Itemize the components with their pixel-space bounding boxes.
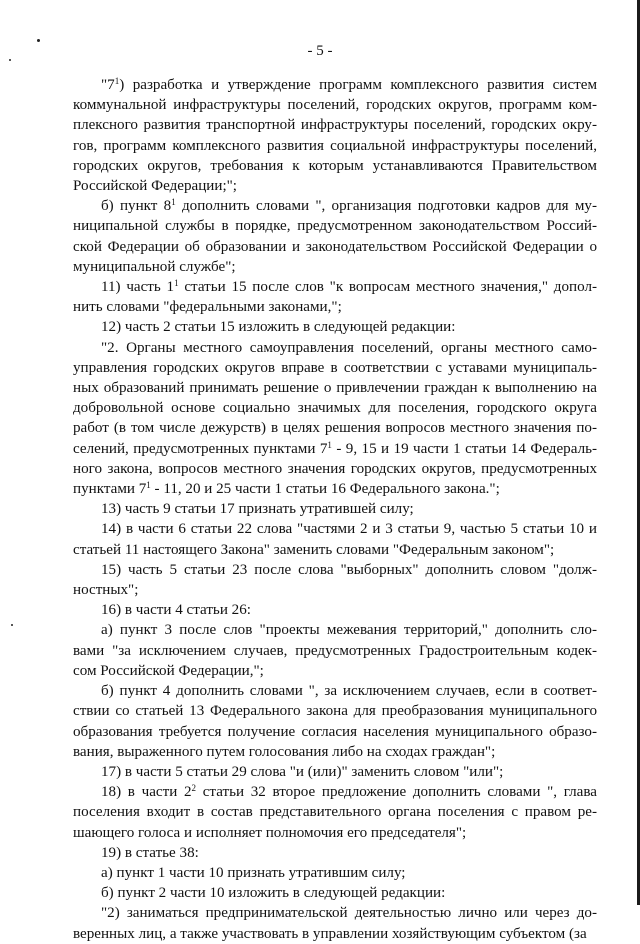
- text-run: образования требуется получение согласия населения муниципального образо-: [73, 723, 597, 740]
- text-run: "2. Органы местного самоуправления поселений, органы местного само-: [101, 339, 597, 356]
- paragraph: [73, 681, 597, 762]
- text-line: [73, 257, 597, 277]
- text-line: [73, 459, 597, 479]
- text-run: гов, программ комплексного развития социальной инфраструктуры поселений,: [73, 137, 597, 154]
- superscript: 1: [171, 197, 176, 208]
- text-line: [73, 136, 597, 156]
- text-run: 12) часть 2 статьи 15 изложить в следующей редакции:: [101, 319, 456, 336]
- text-line: [73, 823, 597, 843]
- text-run: Российской Федерации;";: [73, 178, 237, 195]
- text-line: [73, 924, 597, 944]
- text-run: ных образований принимать решение о привлечении граждан к выполнению на: [73, 380, 597, 397]
- text-line: [73, 115, 597, 135]
- text-run: сом Российской Федерации,";: [73, 662, 264, 679]
- text-run: дополнить словами ", организация подготовки кадров для му-: [175, 198, 598, 215]
- text-line: [73, 600, 597, 620]
- scan-speck: [11, 624, 13, 626]
- text-run: 15) часть 5 статьи 23 после слова "выборных" дополнить словом "долж-: [101, 561, 597, 578]
- text-run: 17) в части 5 статьи 29 слова "и (или)" заменить словом "или";: [101, 763, 504, 780]
- page-number: - 5 -: [307, 43, 333, 59]
- text-run: ствии со статьей 13 Федерального закона для преобразования муниципального: [73, 703, 597, 720]
- text-run: ) разработка и утверждение программ комплексного развития систем: [119, 77, 597, 93]
- paragraph: [73, 883, 597, 903]
- text-run: 18) в части 2: [101, 784, 192, 801]
- text-run: 11) часть 1: [101, 279, 175, 296]
- text-run: коммунальной инфраструктуры поселений, городских округов, программ ком-: [73, 97, 597, 114]
- text-line: [73, 641, 597, 661]
- paragraph: [73, 196, 597, 277]
- text-line: [73, 95, 597, 115]
- text-line: [73, 701, 597, 721]
- text-run: ниципальной службы в порядке, предусмотренном законодательством Россий-: [73, 218, 597, 235]
- text-line: [73, 378, 597, 398]
- superscript: 1: [327, 439, 332, 450]
- text-line: [73, 216, 597, 236]
- text-line: [73, 398, 597, 418]
- paragraph: [73, 75, 597, 196]
- text-run: 16) в части 4 статьи 26:: [101, 602, 251, 619]
- text-run: статьи 15 после слов "к вопросам местного значения," допол-: [178, 279, 597, 296]
- text-line: [73, 903, 597, 923]
- text-line: [73, 479, 597, 499]
- text-line: [73, 843, 597, 863]
- text-line: [73, 338, 597, 358]
- text-line: [73, 297, 597, 317]
- paragraph: [73, 620, 597, 681]
- text-line: [73, 681, 597, 701]
- text-line: [73, 519, 597, 539]
- text-line: [73, 620, 597, 640]
- text-run: ностных";: [73, 582, 139, 599]
- superscript: 1: [146, 480, 151, 491]
- text-run: 19) в статье 38:: [101, 844, 199, 861]
- text-run: а) пункт 3 после слов "проекты межевания территорий," дополнить сло-: [101, 622, 597, 639]
- text-run: поселения входит в состав представительного органа поселения с правом ре-: [73, 804, 597, 821]
- paragraph: [73, 499, 597, 519]
- paragraph: [73, 560, 597, 600]
- paragraph: [73, 782, 597, 843]
- scan-speck: [37, 39, 40, 42]
- paragraph: [73, 762, 597, 782]
- text-run: "2) заниматься предпринимательской деятельностью лично или через до-: [101, 905, 597, 922]
- text-run: плексного развития транспортной инфраструктуры поселений, городских окру-: [73, 117, 597, 134]
- text-run: ской Федерации об образовании и законодательством Российской Федерации о: [73, 238, 597, 255]
- text-line: [73, 156, 597, 176]
- text-run: нить словами "федеральными законами,";: [73, 299, 342, 316]
- text-line: [73, 580, 597, 600]
- text-run: а) пункт 1 части 10 признать утратившим силу;: [101, 864, 406, 881]
- text-line: [73, 560, 597, 580]
- text-run: - 11, 20 и 25 части 1 статьи 16 Федерального закона.";: [150, 481, 500, 498]
- text-run: селений, предусмотренных пунктами 7: [73, 440, 328, 457]
- text-line: [73, 782, 597, 802]
- text-run: 14) в части 6 статьи 22 слова "частями 2 и 3 статьи 9, частью 5 статьи 10 и: [101, 521, 597, 538]
- text-line: [73, 277, 597, 297]
- text-run: добровольной основе социально значимых для поселения, городского округа: [73, 400, 597, 417]
- text-line: [73, 75, 597, 95]
- paragraph: [73, 317, 597, 337]
- text-line: [73, 196, 597, 216]
- text-line: [73, 661, 597, 681]
- text-run: управления городских округов вправе в соответствии с уставами муниципаль-: [73, 359, 597, 376]
- paragraph: [73, 843, 597, 863]
- text-line: [73, 802, 597, 822]
- paragraph: [73, 338, 597, 500]
- superscript: 1: [174, 278, 179, 289]
- paragraph: [73, 903, 597, 943]
- text-run: шающего голоса и исполняет полномочия его председателя";: [73, 824, 467, 841]
- text-run: ного закона, вопросов местного значения городских округов, предусмотренных: [73, 460, 597, 477]
- text-line: [73, 540, 597, 560]
- text-line: [73, 358, 597, 378]
- text-line: [73, 883, 597, 903]
- text-line: [73, 722, 597, 742]
- superscript: 2: [191, 783, 197, 794]
- text-run: "7: [101, 77, 115, 93]
- text-run: б) пункт 4 дополнить словами ", за исключением случаев, если в соответ-: [101, 683, 597, 700]
- text-line: [73, 418, 597, 438]
- text-line: [73, 176, 597, 196]
- text-line: [73, 237, 597, 257]
- text-line: [73, 742, 597, 762]
- text-run: 13) часть 9 статьи 17 признать утратившей силу;: [101, 501, 414, 518]
- text-line: [73, 762, 597, 782]
- text-run: б) пункт 8: [101, 198, 172, 215]
- text-run: вами "за исключением случаев, предусмотренных Градостроительным кодек-: [73, 642, 597, 659]
- text-run: - 9, 15 и 19 части 1 статьи 14 Федераль-: [331, 440, 598, 457]
- text-line: [73, 317, 597, 337]
- text-line: [73, 863, 597, 883]
- text-run: б) пункт 2 части 10 изложить в следующей редакции:: [101, 885, 446, 902]
- paragraph: [73, 863, 597, 883]
- document-body: [73, 75, 597, 944]
- text-line: [73, 499, 597, 519]
- text-run: статьи 32 второе предложение дополнить словами ", глава: [196, 784, 597, 801]
- text-run: статьей 11 настоящего Закона" заменить словами "Федеральным законом";: [73, 541, 555, 558]
- text-run: городских округов, требования к которым устанавливаются Правительством: [73, 157, 597, 174]
- text-run: пунктами 7: [73, 481, 147, 498]
- paragraph: [73, 519, 597, 559]
- superscript: 1: [114, 76, 120, 86]
- text-line: [73, 439, 597, 459]
- text-run: работ (в том числе дежурств) в целях решения вопросов местного значения по-: [73, 420, 597, 437]
- text-run: вания, выраженного путем голосования либо на сходах граждан";: [73, 743, 496, 760]
- text-run: веренных лиц, а также участвовать в управлении хозяйствующим субъектом (за: [73, 925, 587, 942]
- text-run: муниципальной службе";: [73, 258, 236, 275]
- paragraph: [73, 600, 597, 620]
- paragraph: [73, 277, 597, 317]
